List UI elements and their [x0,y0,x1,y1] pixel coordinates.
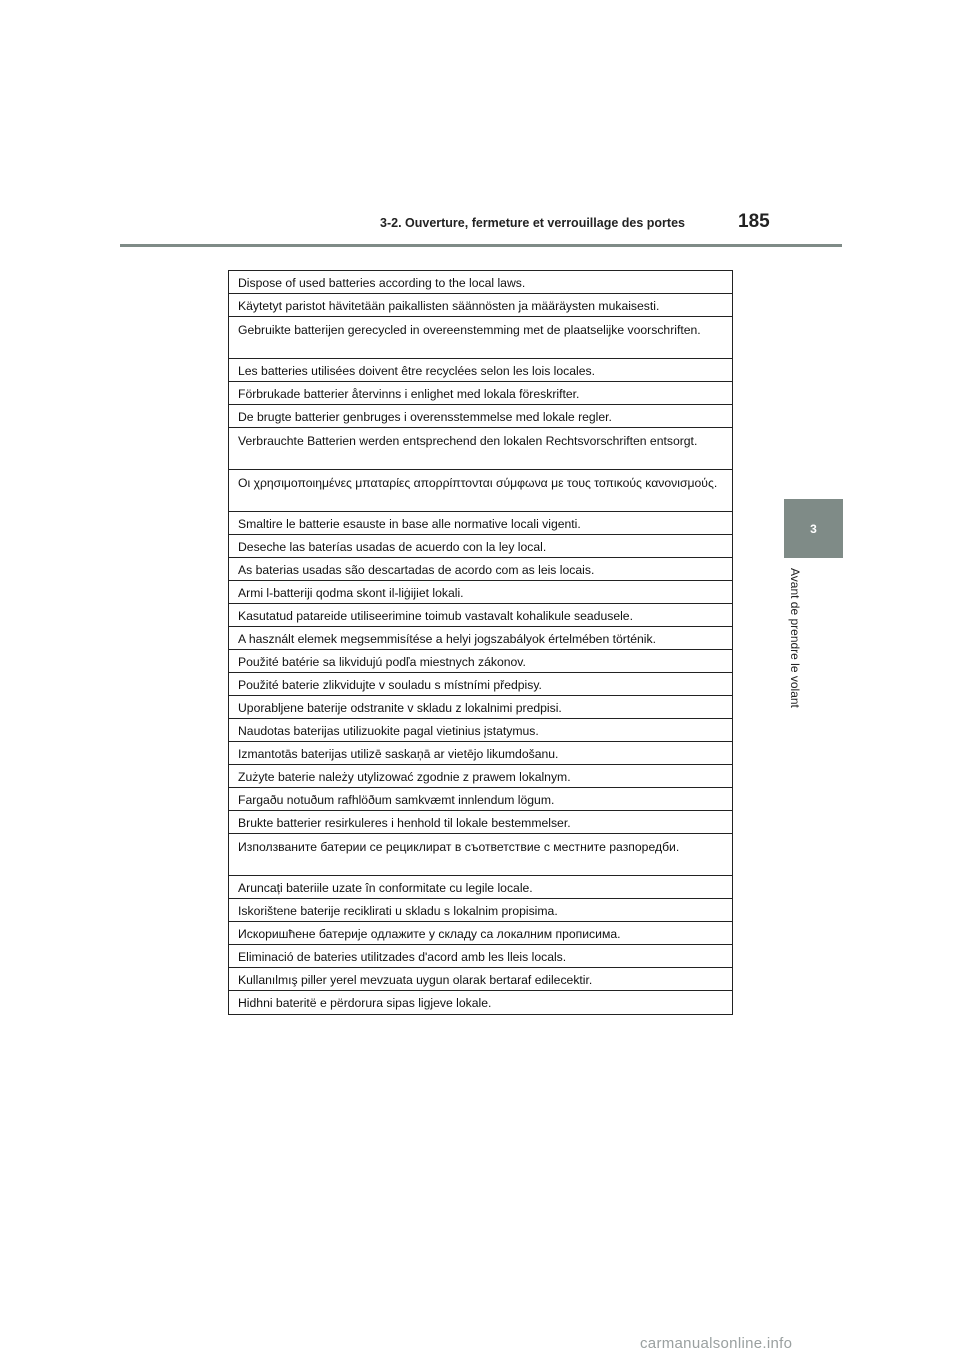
table-row: Kasutatud patareide utiliseerimine toimub vastavalt kohalikule seadusele. [229,604,732,627]
table-row: Förbrukade batterier återvinns i enlighet med lokala föreskrifter. [229,382,732,405]
table-row: Iskorištene baterije reciklirati u skladu s lokalnim propisima. [229,899,732,922]
table-row: Deseche las baterías usadas de acuerdo con la ley local. [229,535,732,558]
table-row: A használt elemek megsemmisítése a helyi jogszabályok értelmében történik. [229,627,732,650]
table-row: Brukte batterier resirkuleres i henhold til lokale bestemmelser. [229,811,732,834]
table-row: Aruncați bateriile uzate în conformitate cu legile locale. [229,876,732,899]
chapter-tab [784,499,843,558]
table-row: Kullanılmış piller yerel mevzuata uygun olarak bertaraf edilecektir. [229,968,732,991]
table-row: Naudotas baterijas utilizuokite pagal vietinius įstatymus. [229,719,732,742]
table-row: De brugte batterier genbruges i overensstemmelse med lokale regler. [229,405,732,428]
table-row: Les batteries utilisées doivent être recyclées selon les lois locales. [229,359,732,382]
table-row: Uporabljene baterije odstranite v skladu z lokalnimi predpisi. [229,696,732,719]
table-row: Použité batérie sa likvidujú podľa miestnych zákonov. [229,650,732,673]
table-row: Gebruikte batterijen gerecycled in overeenstemming met de plaatselijke voorschriften. [229,317,732,359]
page-number: 185 [738,211,770,232]
battery-disposal-table [228,270,733,1015]
chapter-number: 3 [810,521,817,536]
table-row: Искоришћене батерије одлажите у складу са локалним прописима. [229,922,732,945]
table-row: Izmantotās baterijas utilizē saskaņā ar vietējo likumdošanu. [229,742,732,765]
table-row: Fargaðu notuðum rafhlöðum samkvæmt innlendum lögum. [229,788,732,811]
table-row: Zużyte baterie należy utylizować zgodnie z prawem lokalnym. [229,765,732,788]
table-row: As baterias usadas são descartadas de acordo com as leis locais. [229,558,732,581]
table-row: Hidhni bateritë e përdorura sipas ligjeve lokale. [238,996,492,1010]
table-row: Eliminació de bateries utilitzades d'acord amb les lleis locals. [229,945,732,968]
footer-watermark: carmanualsonline.info [640,1335,793,1352]
chapter-label: Avant de prendre le volant [788,568,802,708]
table-row: Dispose of used batteries according to the local laws. [229,271,732,294]
table-row: Οι χρησιμοποιημένες μπαταρίες απορρίπτονται σύμφωνα με τους τοπικούς κανονισμούς. [229,470,732,512]
table-row: Použité baterie zlikvidujte v souladu s místními předpisy. [229,673,732,696]
header-divider [120,244,842,247]
table-row: Käytetyt paristot hävitetään paikallisten säännösten ja määräysten mukaisesti. [229,294,732,317]
table-row: Armi l-batteriji qodma skont il-liġijiet lokali. [229,581,732,604]
table-row: Smaltire le batterie esauste in base alle normative locali vigenti. [229,512,732,535]
section-title: 3-2. Ouverture, fermeture et verrouillage des portes [380,216,685,230]
table-row: Verbrauchte Batterien werden entsprechend den lokalen Rechtsvorschriften entsorgt. [229,428,732,470]
table-row: Използваните батерии се рециклират в съответствие с местните разпоредби. [229,834,732,876]
